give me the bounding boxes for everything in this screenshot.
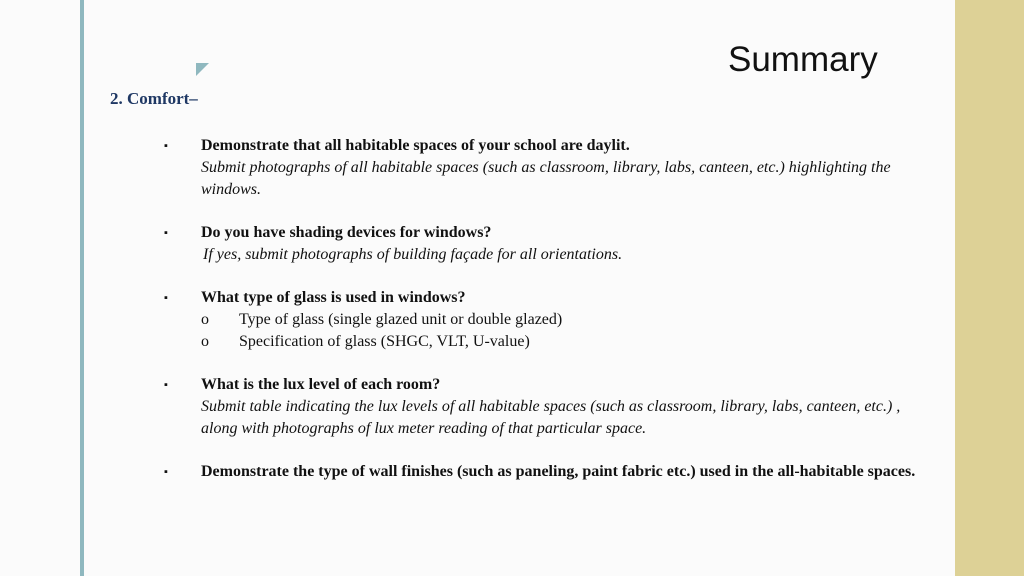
item-note: Submit photographs of all habitable spaces (such as classroom, library, labs, canteen, etc.) highlighting the windows. (201, 159, 891, 198)
square-bullet-icon: ▪ (164, 292, 168, 304)
square-bullet-icon: ▪ (164, 140, 168, 152)
list-item (160, 135, 920, 201)
sub-item-text: Specification of glass (SHGC, VLT, U-value) (239, 333, 530, 350)
sub-list-item (201, 309, 920, 331)
item-title: Demonstrate that all habitable spaces of your school are daylit. (201, 137, 630, 154)
section-heading: 2. Comfort– (110, 89, 198, 108)
right-accent-band (955, 0, 1024, 576)
requirement-list (160, 135, 920, 504)
list-item (160, 374, 920, 440)
corner-triangle-icon (196, 63, 209, 76)
item-title: What type of glass is used in windows? (201, 289, 466, 306)
square-bullet-icon: ▪ (164, 466, 168, 478)
item-note: Submit table indicating the lux levels of all habitable spaces (such as classroom, library, labs, canteen, etc.) , along with photographs of lux meter reading of that particular space. (201, 398, 901, 437)
square-bullet-icon: ▪ (164, 227, 168, 239)
slide-title: Summary (728, 40, 878, 79)
square-bullet-icon: ▪ (164, 379, 168, 391)
item-title: Do you have shading devices for windows? (201, 224, 492, 241)
circle-bullet-icon: o (201, 311, 209, 328)
item-note: If yes, submit photographs of building façade for all orientations. (203, 246, 623, 263)
item-title: What is the lux level of each room? (201, 376, 441, 393)
circle-bullet-icon: o (201, 333, 209, 350)
sub-list-item (201, 331, 920, 353)
list-item (160, 222, 920, 266)
left-accent-rule (80, 0, 84, 576)
item-title: Demonstrate the type of wall finishes (such as paneling, paint fabric etc.) used in the all-habitable spaces. (201, 463, 916, 480)
sub-item-text: Type of glass (single glazed unit or double glazed) (239, 311, 563, 328)
list-item (160, 461, 920, 483)
list-item (160, 287, 920, 353)
